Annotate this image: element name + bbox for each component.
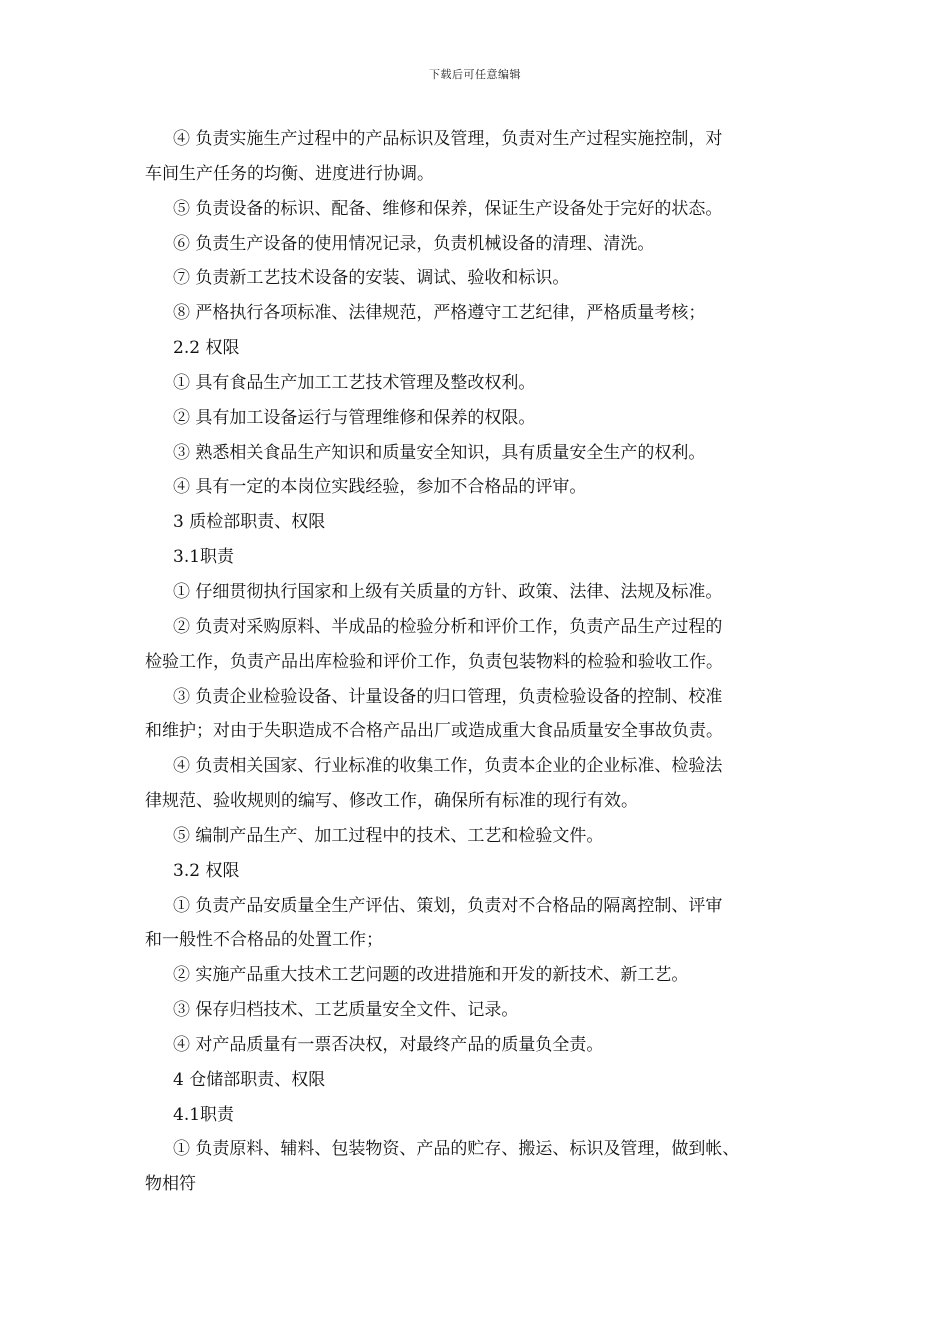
text-line: 物相符 xyxy=(145,1174,196,1195)
text-line: ③ 熟悉相关食品生产知识和质量安全知识，具有质量安全生产的权利。 xyxy=(173,442,706,463)
text-line: ① 具有食品生产加工工艺技术管理及整改权利。 xyxy=(173,372,536,393)
text-line: 3.1职责 xyxy=(173,547,235,568)
text-line: ⑤ 编制产品生产、加工过程中的技术、工艺和检验文件。 xyxy=(173,825,604,846)
text-line: ④ 具有一定的本岗位实践经验，参加不合格品的评审。 xyxy=(173,477,587,498)
text-line: ④ 负责实施生产过程中的产品标识及管理，负责对生产过程实施控制，对 xyxy=(173,129,723,149)
text-line: 车间生产任务的均衡、进度进行协调。 xyxy=(145,163,434,184)
text-line: 和一般性不合格品的处置工作； xyxy=(145,930,383,951)
text-line: ⑥ 负责生产设备的使用情况记录，负责机械设备的清理、清洗。 xyxy=(173,233,655,254)
text-line: ① 负责原料、辅料、包装物资、产品的贮存、搬运、标识及管理，做到帐、 xyxy=(173,1139,740,1160)
text-line: 3.2 权限 xyxy=(173,860,240,881)
text-line: 律规范、验收规则的编写、修改工作，确保所有标准的现行有效。 xyxy=(145,791,638,812)
text-line: 和维护；对由于失职造成不合格产品出厂或造成重大食品质量安全事故负责。 xyxy=(145,721,723,742)
document-body xyxy=(145,122,810,1202)
text-line: 4 仓储部职责、权限 xyxy=(173,1069,326,1090)
text-line: ① 仔细贯彻执行国家和上级有关质量的方针、政策、法律、法规及标准。 xyxy=(173,581,723,602)
text-line: ④ 对产品质量有一票否决权，对最终产品的质量负全责。 xyxy=(173,1034,604,1055)
text-line: ⑤ 负责设备的标识、配备、维修和保养，保证生产设备处于完好的状态。 xyxy=(173,198,723,219)
text-line: ③ 负责企业检验设备、计量设备的归口管理，负责检验设备的控制、校准 xyxy=(173,686,723,707)
text-line: 2.2 权限 xyxy=(173,338,240,359)
text-line: ② 具有加工设备运行与管理维修和保养的权限。 xyxy=(173,407,536,428)
text-line: ⑦ 负责新工艺技术设备的安装、调试、验收和标识。 xyxy=(173,268,570,289)
page-header: 下载后可任意编辑 xyxy=(429,68,521,81)
text-line: ① 负责产品安质量全生产评估、策划，负责对不合格品的隔离控制、评审 xyxy=(173,895,723,916)
text-line: 3 质检部职责、权限 xyxy=(173,512,326,533)
text-line: ③ 保存归档技术、工艺质量安全文件、记录。 xyxy=(173,1000,519,1021)
text-line: 4.1职责 xyxy=(173,1104,235,1125)
text-line: ⑧ 严格执行各项标准、法律规范，严格遵守工艺纪律，严格质量考核； xyxy=(173,303,706,324)
text-line: 检验工作，负责产品出库检验和评价工作，负责包装物料的检验和验收工作。 xyxy=(145,651,723,672)
text-line: ② 实施产品重大技术工艺问题的改进措施和开发的新技术、新工艺。 xyxy=(173,965,689,986)
text-line: ② 负责对采购原料、半成品的检验分析和评价工作，负责产品生产过程的 xyxy=(173,616,723,637)
text-line: ④ 负责相关国家、行业标准的收集工作，负责本企业的企业标准、检验法 xyxy=(173,756,723,777)
